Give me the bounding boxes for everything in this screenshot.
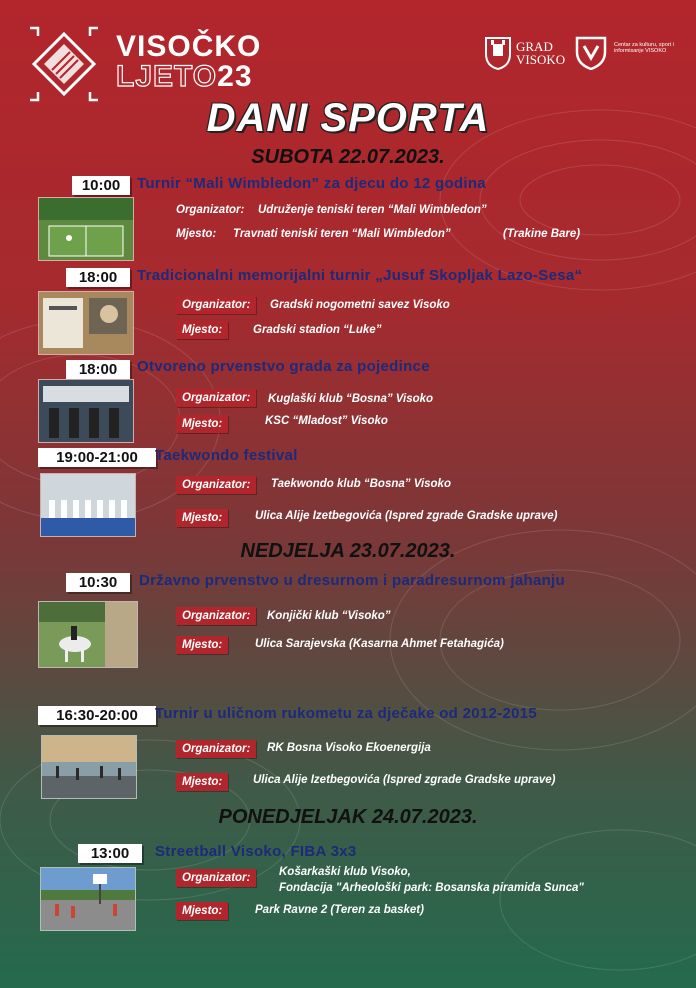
day-heading-monday: PONEDJELJAK 24.07.2023. [218, 806, 478, 828]
location-value: KSC “Mladost” Visoko [265, 415, 388, 427]
organizer-value: RK Bosna Visoko Ekoenergija [267, 742, 431, 754]
partner2-name: Centar za kulturu, sport i informisanje VISOKO [614, 42, 674, 54]
organizer-label: Organizator: [176, 607, 256, 625]
partner1-name: GRAD VISOKO [516, 39, 566, 67]
organizer-value: Taekwondo klub “Bosna” Visoko [271, 478, 451, 490]
brand-year: 23 [217, 60, 253, 93]
organizer-label: Organizator: [176, 869, 256, 887]
street-handball-photo [41, 735, 137, 799]
location-label: Mjesto: [176, 773, 228, 791]
location-label: Mjesto: [176, 509, 228, 527]
event-time: 13:00 [78, 844, 142, 863]
event-time: 19:00-21:00 [38, 448, 156, 467]
organizer-value: Košarkaški klub Visoko, [279, 866, 411, 878]
location-label: Mjesto: [176, 902, 228, 920]
day-heading-sunday: NEDJELJA 23.07.2023. [240, 540, 456, 562]
visocko-ljeto-logo-icon [28, 22, 100, 106]
event-title: Streetball Visoko, FIBA 3x3 [155, 843, 357, 860]
organizer-label: Organizator: [176, 389, 256, 407]
location-label: Mjesto: [176, 636, 228, 654]
equestrian-photo [38, 601, 138, 668]
cultural-center-shield-icon [574, 34, 608, 70]
tennis-court-photo [38, 197, 134, 261]
location-value: Ulica Sarajevska (Kasarna Ahmet Fetahagića) [255, 638, 504, 650]
brand-line-1: VISOČKO [116, 30, 262, 63]
event-title: Turnir “Mali Wimbledon” za djecu do 12 godina [137, 175, 486, 192]
location-label: Mjesto: [176, 415, 228, 433]
memorial-tournament-photo [38, 291, 134, 355]
grad-visoko-logo [484, 34, 574, 74]
event-title: Državno prvenstvo u dresurnom i paradresurnom jahanju [139, 572, 565, 589]
event-time: 16:30-20:00 [38, 706, 156, 725]
event-title: Otvoreno prvenstvo grada za pojedince [137, 358, 430, 375]
organizer-label: Organizator: [176, 204, 245, 216]
taekwondo-photo [40, 473, 136, 537]
bowling-alley-photo [38, 379, 134, 443]
cultural-center-logo [574, 34, 674, 74]
organizer-value: Konjički klub “Visoko” [267, 610, 391, 622]
location-extra: (Trakine Bare) [503, 228, 581, 240]
event-time: 10:30 [66, 573, 130, 592]
location-value: Ulica Alije Izetbegovića (Ispred zgrade Gradske uprave) [253, 774, 556, 786]
event-title: Tradicionalni memorijalni turnir „Jusuf Skopljak Lazo-Sesa“ [137, 267, 583, 284]
location-value: Travnati teniski teren “Mali Wimbledon” [233, 228, 451, 240]
organizer-value: Kuglaški klub “Bosna” Visoko [268, 393, 434, 405]
brand-ljeto: LJETO [116, 60, 218, 93]
organizer-label: Organizator: [176, 740, 256, 758]
event-title: Taekwondo festival [155, 447, 298, 464]
organizer-label: Organizator: [176, 296, 256, 314]
event-title: Turnir u uličnom rukometu za dječake od 2012-2015 [155, 705, 538, 722]
page-title: DANI SPORTA [206, 96, 490, 140]
location-label: Mjesto: [176, 228, 217, 240]
organizer-value: Gradski nogometni savez Visoko [270, 299, 450, 311]
event-time: 18:00 [66, 360, 130, 379]
location-value: Ulica Alije Izetbegovića (Ispred zgrade Gradske uprave) [255, 510, 558, 522]
organizer-value: Udruženje teniski teren “Mali Wimbledon” [258, 204, 487, 216]
location-value: Park Ravne 2 (Teren za basket) [255, 904, 424, 916]
location-value: Gradski stadion “Luke” [253, 324, 382, 336]
coat-of-arms-icon [484, 34, 512, 70]
location-label: Mjesto: [176, 321, 228, 339]
day-heading-saturday: SUBOTA 22.07.2023. [251, 146, 445, 168]
organizer-label: Organizator: [176, 476, 256, 494]
organizer-value-2: Fondacija "Arheološki park: Bosanska piramida Sunca" [279, 882, 584, 894]
streetball-photo [40, 867, 136, 931]
event-time: 10:00 [72, 176, 130, 195]
event-time: 18:00 [66, 268, 130, 287]
brand-line-2 [116, 60, 253, 94]
